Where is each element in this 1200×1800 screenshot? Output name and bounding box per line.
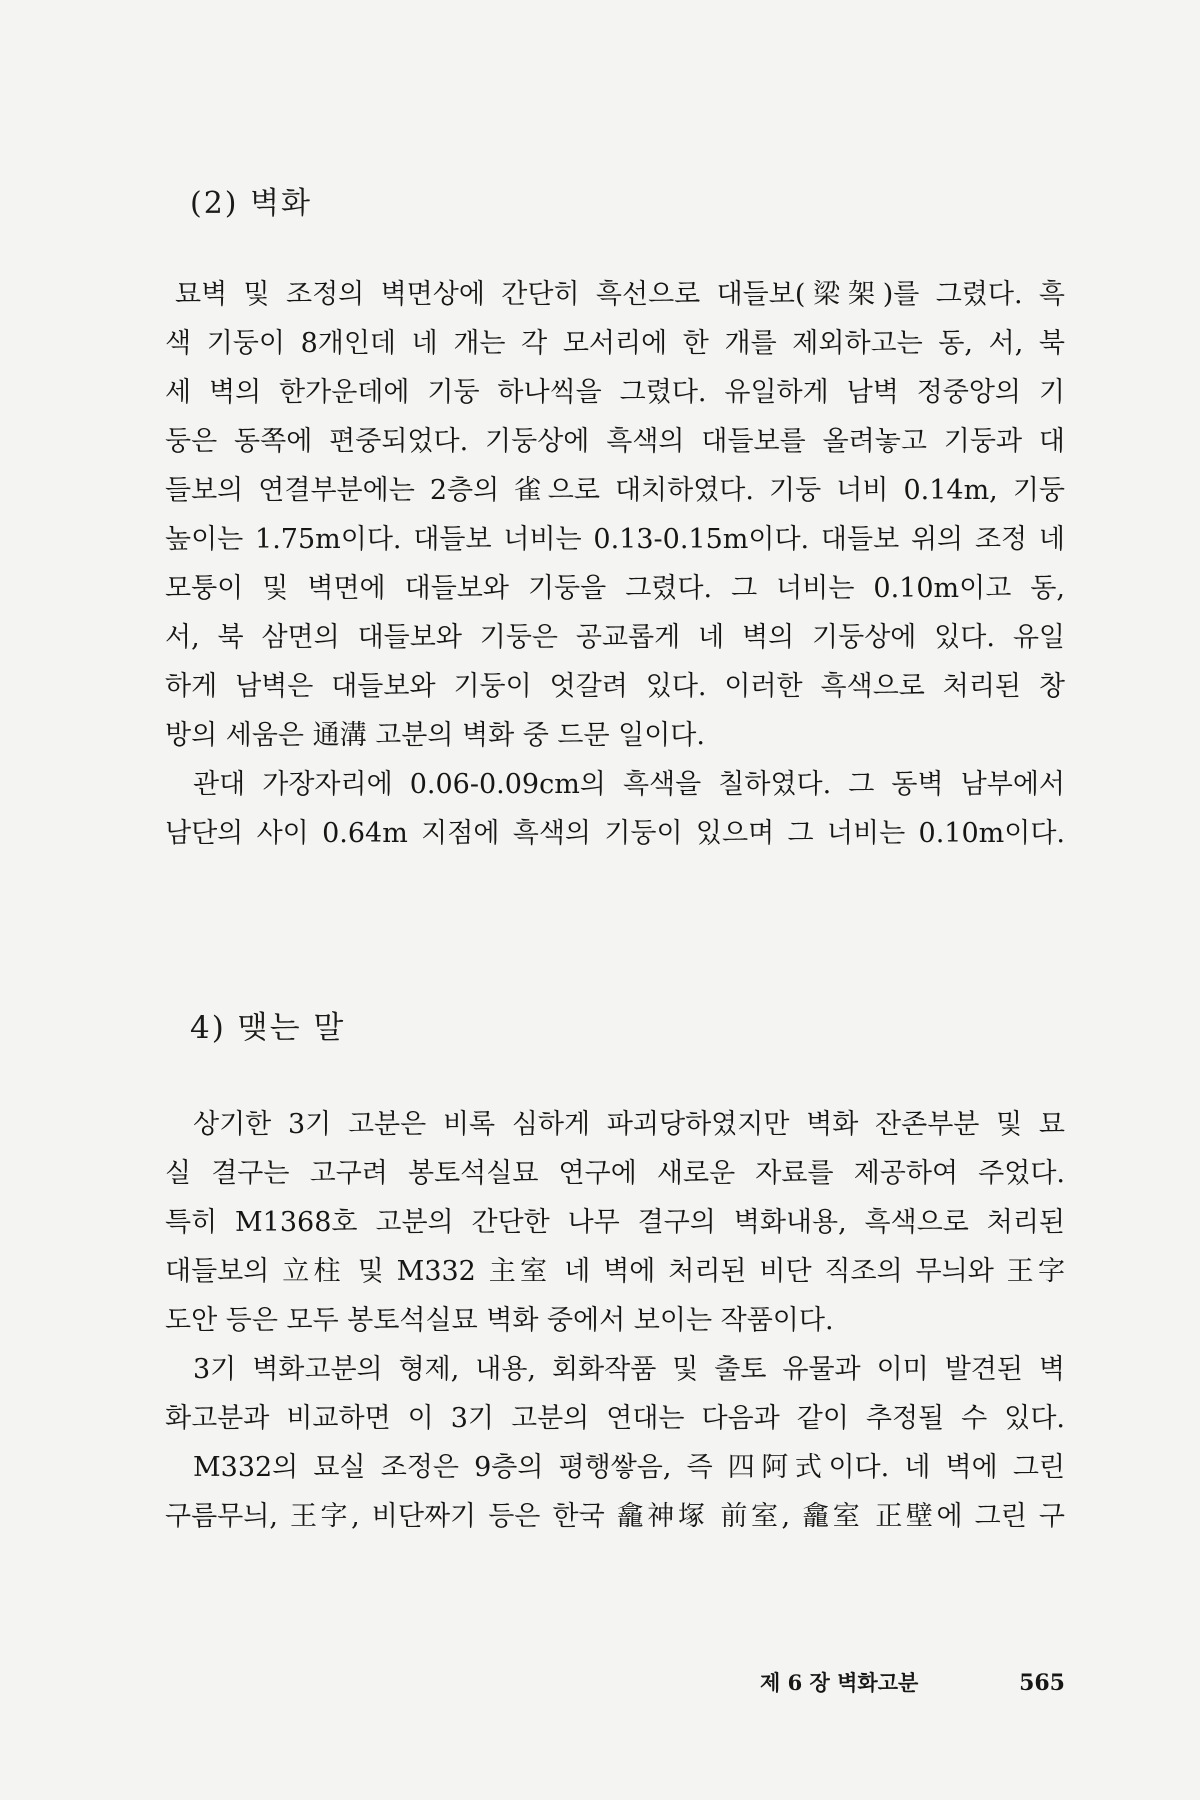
text-line: 서, 북 삼면의 대들보와 기둥은 공교롭게 네 벽의 기둥상에 있다. 유일 xyxy=(165,622,1065,653)
text-line: 세 벽의 한가운데에 기둥 하나씩을 그렸다. 유일하게 남벽 정중앙의 기 xyxy=(165,377,1065,408)
text-line: 관대 가장자리에 0.06-0.09cm의 흑색을 칠하였다. 그 동벽 남부에서 xyxy=(193,769,1065,800)
text-line: 구름무늬, 王字, 비단짜기 등은 한국 龕神塚 前室, 龕室 正壁에 그린 구 xyxy=(165,1501,1065,1532)
text-line: 모퉁이 및 벽면에 대들보와 기둥을 그렸다. 그 너비는 0.10m이고 동, xyxy=(165,573,1065,604)
running-head: 제 6 장 벽화고분 xyxy=(760,1670,919,1695)
text-line: 들보의 연결부분에는 2층의 雀으로 대치하였다. 기둥 너비 0.14m, 기둥 xyxy=(165,475,1065,506)
text-line: 도안 등은 모두 봉토석실묘 벽화 중에서 보이는 작품이다. xyxy=(165,1305,834,1336)
text-line: 높이는 1.75m이다. 대들보 너비는 0.13-0.15m이다. 대들보 위의 조정 네 xyxy=(165,524,1065,555)
text-line: 남단의 사이 0.64m 지점에 흑색의 기둥이 있으며 그 너비는 0.10m이다. xyxy=(165,818,1065,849)
text-line: 방의 세움은 通溝 고분의 벽화 중 드문 일이다. xyxy=(165,720,705,751)
text-line: 색 기둥이 8개인데 네 개는 각 모서리에 한 개를 제외하고는 동, 서, 북 xyxy=(165,328,1065,359)
section-heading-murals: (2) 벽화 xyxy=(190,186,312,221)
murals-paragraphs xyxy=(165,270,1065,858)
text-line: 하게 남벽은 대들보와 기둥이 엇갈려 있다. 이러한 흑색으로 처리된 창 xyxy=(165,671,1065,702)
text-line: 특히 M1368호 고분의 간단한 나무 결구의 벽화내용, 흑색으로 처리된 xyxy=(165,1207,1065,1238)
text-line: 상기한 3기 고분은 비록 심하게 파괴당하였지만 벽화 잔존부분 및 묘 xyxy=(193,1109,1065,1140)
section-heading-conclusion: 4) 맺는 말 xyxy=(190,1010,346,1046)
text-line: M332의 묘실 조정은 9층의 평행쌓음, 즉 四阿式이다. 네 벽에 그린 xyxy=(193,1452,1065,1483)
text-line: 실 결구는 고구려 봉토석실묘 연구에 새로운 자료를 제공하여 주었다. xyxy=(165,1158,1065,1189)
text-line: 3기 벽화고분의 형제, 내용, 회화작품 및 출토 유물과 이미 발견된 벽 xyxy=(193,1354,1065,1385)
text-line: 대들보의 立柱 및 M332 主室 네 벽에 처리된 비단 직조의 무늬와 王字 xyxy=(165,1256,1065,1287)
text-line: 묘벽 및 조정의 벽면상에 간단히 흑선으로 대들보(梁架)를 그렸다. 흑 xyxy=(175,279,1065,310)
page-number: 565 xyxy=(1019,1670,1065,1696)
text-line: 화고분과 비교하면 이 3기 고분의 연대는 다음과 같이 추정될 수 있다. xyxy=(165,1403,1065,1434)
text-line: 둥은 동쪽에 편중되었다. 기둥상에 흑색의 대들보를 올려놓고 기둥과 대 xyxy=(165,426,1065,457)
conclusion-paragraphs xyxy=(165,1100,1065,1541)
page-footer xyxy=(760,1666,1065,1700)
